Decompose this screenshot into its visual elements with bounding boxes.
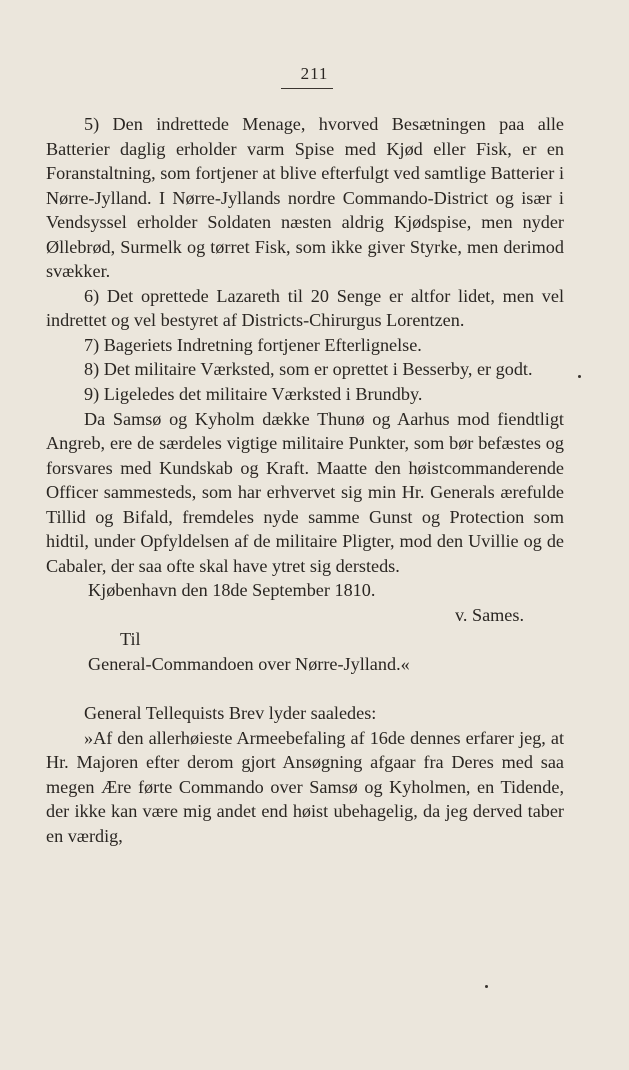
paragraph-samso-kyholm: Da Samsø og Kyholm dække Thunø og Aarhus mod fiendtligt Angreb, ere de særdeles vigtige militaire Punkter, som bør befæstes og forsvares med Kundskab og Kraft. Maatte den høistcommanderende Officer sammesteds, som har erhvervet sig min Hr. Generals ærefulde Tillid og Bifald, fremdeles nyde samme Gunst og Protection som hidtil, under Opfyldelsen af de militaire Pligter, mod den Uvillie og de Cabaler, der saa ofte skal have ytret sig dersteds. [46, 408, 564, 576]
page-number: 211 [300, 64, 329, 83]
paragraph-item-6: 6) Det oprettede Lazareth til 20 Senge er altfor lidet, men vel indrettet og vel bestyret af Districts-Chirurgus Lorentzen. [46, 285, 564, 331]
letter-body: »Af den allerhøieste Armeebefaling af 16de dennes erfarer jeg, at Hr. Majoren efter derom gjort Ansøgning afgaar fra Deres med saa megen Ære førte Commando over Samsø og Kyholmen, en Tidende, der ikke kan være mig andet end høist ubehagelig, da jeg derved taber en værdig, [46, 727, 564, 846]
signature-to: Til [120, 629, 141, 650]
bottom-dot-mark [485, 985, 488, 988]
section-spacer [46, 677, 564, 702]
paragraph-item-9: 9) Ligeledes det militaire Værksted i Brundby. [84, 384, 423, 405]
paragraph-item-5: 5) Den indrettede Menage, hvorved Besætningen paa alle Batterier daglig erholder varm Spise med Kjød eller Fisk, er en Foranstaltning, som fortjener at blive efterfulgt ved samtlige Batterier i Nørre-Jylland. I Nørre-Jyllands nordre Commando-District og især i Vendsyssel erholder Soldaten næsten aldrig Kjødspise, men nyder Øllebrød, Surmelk og tørret Fisk, som ikke giver Styrke, men derimod svækker. [46, 114, 564, 282]
page-number-rule [281, 88, 333, 89]
signature-addressee: General-Commandoen over Nørre-Jylland.« [88, 654, 410, 675]
paragraph-item-8: 8) Det militaire Værksted, som er oprettet i Besserby, er godt. [84, 359, 533, 380]
paragraph-item-7: 7) Bageriets Indretning fortjener Efterlignelse. [84, 334, 422, 355]
signature-place-date: Kjøbenhavn den 18de September 1810. [88, 580, 376, 601]
letter-intro: General Tellequists Brev lyder saaledes: [84, 703, 377, 724]
margin-dot-mark [578, 375, 581, 378]
body-text [46, 112, 564, 848]
signature-name: v. Sames. [454, 604, 524, 625]
